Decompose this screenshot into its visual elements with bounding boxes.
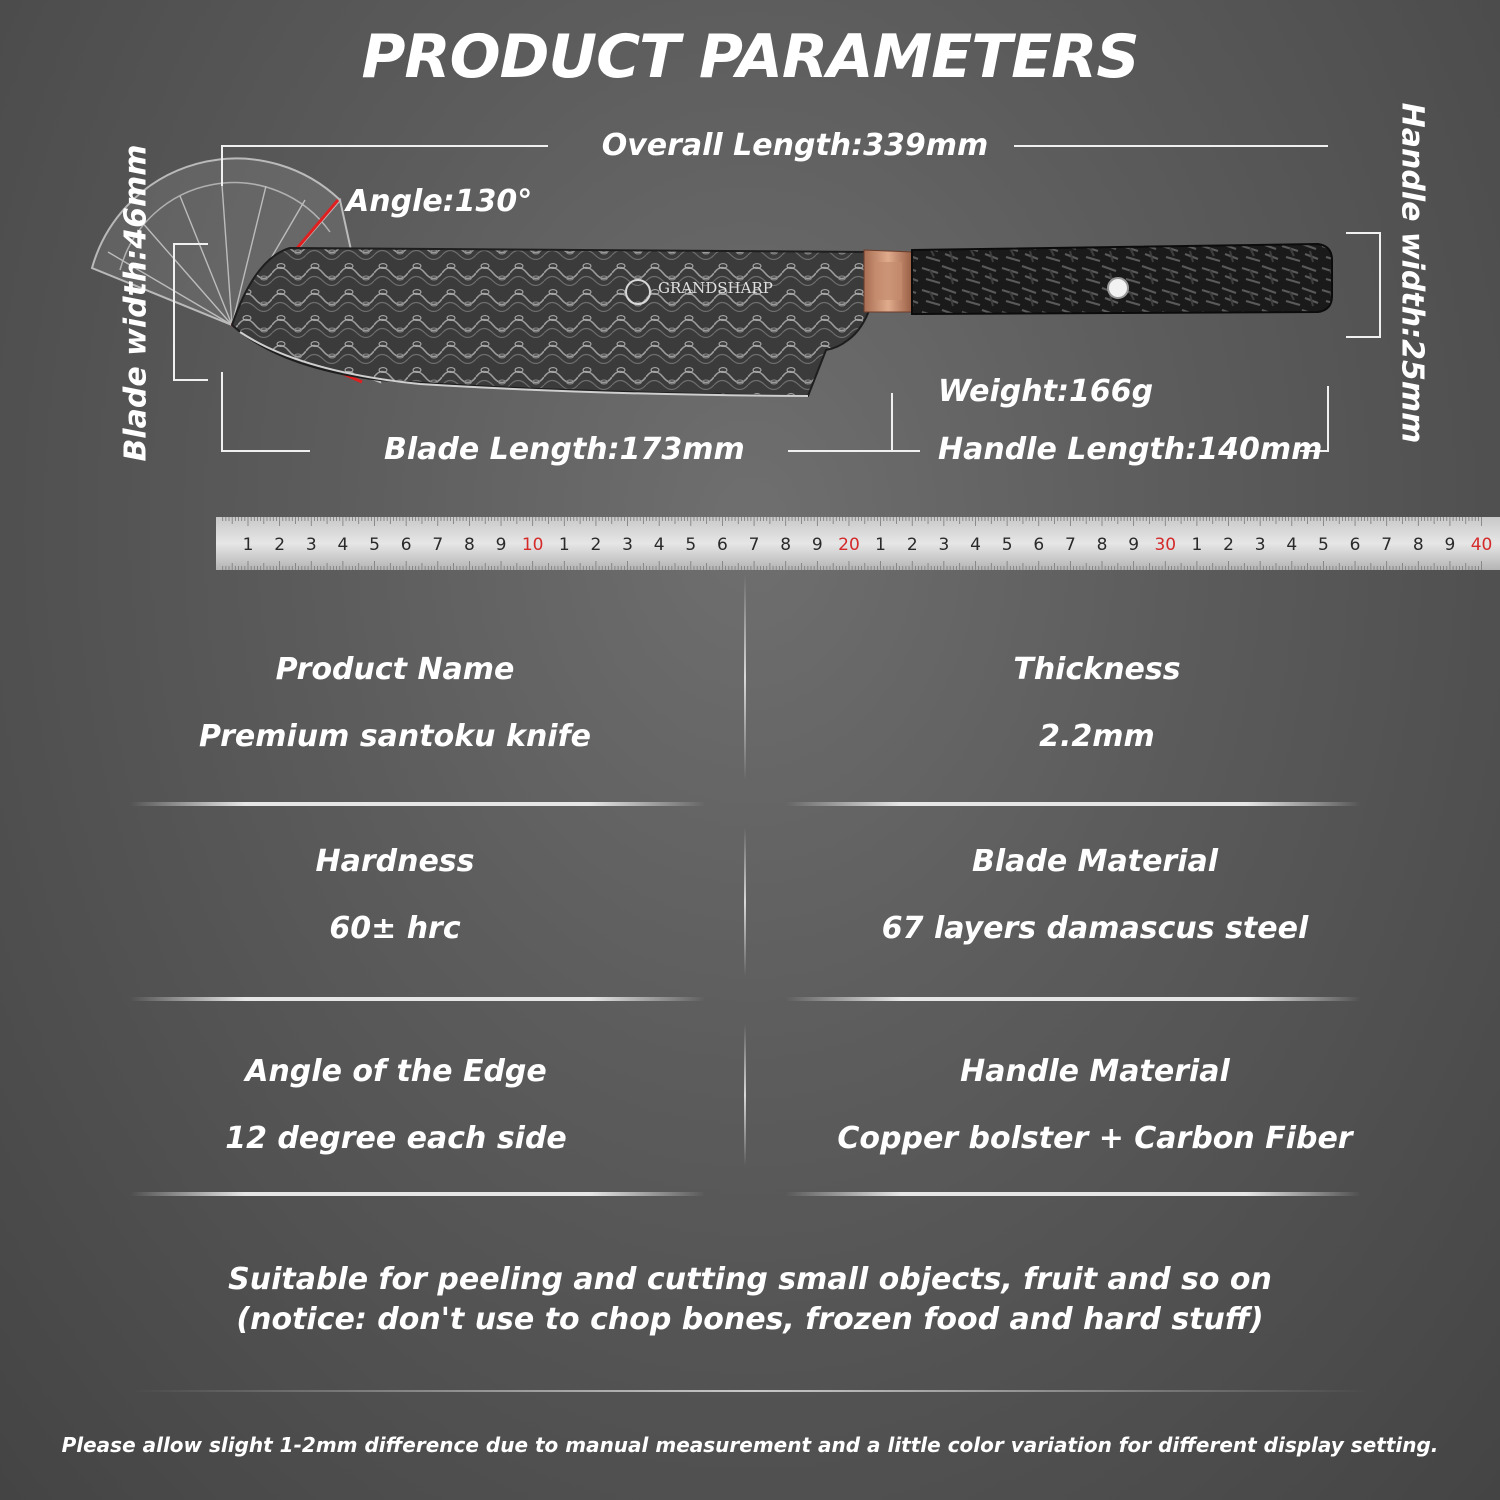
ruler-label: 5 [369, 535, 380, 555]
spec-label: Blade Material [971, 844, 1219, 879]
blade-width-label: Blade width:46mm [118, 144, 154, 462]
ruler-label: 2 [590, 535, 602, 555]
spec-value: 67 layers damascus steel [881, 911, 1309, 946]
brand-mark: GRANDSHARP [658, 279, 773, 297]
row-divider [130, 997, 705, 1001]
ruler-label: 9 [495, 535, 507, 555]
ruler-label: 7 [1381, 535, 1393, 555]
ruler-label: 7 [432, 535, 444, 555]
row-divider [786, 1192, 1361, 1196]
ruler-label: 8 [463, 535, 475, 555]
ruler-label: 3 [1254, 535, 1266, 555]
ruler-label: 30 [1154, 535, 1177, 555]
spec-label: Thickness [1013, 652, 1181, 687]
usage-note [0, 1260, 1500, 1340]
ruler-label: 9 [1128, 535, 1140, 555]
ruler-label: 4 [1286, 535, 1298, 555]
knife-diagram [0, 0, 1500, 500]
ruler-label: 1 [1191, 535, 1203, 555]
spec-value: 60± hrc [329, 911, 461, 946]
usage-line-1: Suitable for peeling and cutting small objects, fruit and so on [228, 1262, 1272, 1297]
handle-width-label: Handle width:25mm [1394, 102, 1430, 444]
ruler-label: 5 [1001, 535, 1013, 555]
bolster-facet [874, 262, 902, 300]
ruler-label: 5 [685, 535, 697, 555]
spec-label: Angle of the Edge [245, 1054, 547, 1089]
row-divider [786, 997, 1361, 1001]
spec-value: 2.2mm [1039, 719, 1155, 754]
spec-label: Handle Material [960, 1054, 1230, 1089]
ruler-label: 40 [1470, 535, 1493, 555]
ruler-label: 2 [1223, 535, 1234, 555]
ruler-label: 8 [780, 535, 792, 555]
ruler-label: 2 [274, 535, 286, 555]
row-divider [130, 802, 705, 806]
spec-label: Product Name [275, 652, 515, 687]
ruler-label: 3 [938, 535, 950, 555]
ruler-label: 7 [1064, 535, 1076, 555]
blade [232, 248, 870, 396]
ruler-label: 8 [1096, 535, 1108, 555]
ruler-label: 2 [906, 535, 918, 555]
ruler-label: 6 [400, 535, 412, 555]
ruler-label: 6 [1033, 535, 1045, 555]
ruler-label: 1 [558, 535, 570, 555]
ruler-label: 4 [970, 535, 981, 555]
ruler-label: 8 [1412, 535, 1424, 555]
ruler-label: 3 [305, 535, 317, 555]
overall-length-label: Overall Length:339mm [601, 128, 989, 163]
ruler-label: 5 [1318, 535, 1329, 555]
usage-line-2: (notice: don't use to chop bones, frozen food and hard stuff) [236, 1302, 1264, 1337]
bottom-divider [130, 1390, 1370, 1392]
spec-label: Hardness [315, 844, 475, 879]
ruler-label: 3 [622, 535, 633, 555]
row-divider [130, 1192, 705, 1196]
ruler-label: 9 [1444, 535, 1456, 555]
ruler-label: 20 [838, 535, 860, 555]
ruler-label: 6 [717, 535, 728, 555]
ruler-label: 10 [521, 535, 544, 555]
angle-label: Angle:130° [346, 184, 533, 219]
measuring-ruler [216, 517, 1500, 570]
blade-length-label: Blade Length:173mm [384, 432, 745, 467]
ruler-label: 1 [875, 535, 887, 555]
ruler-label: 6 [1349, 535, 1361, 555]
disclaimer: Please allow slight 1-2mm difference due to manual measurement and a little color variation for different display setting. [61, 1433, 1439, 1457]
ruler-label: 9 [811, 535, 823, 555]
ruler-label: 1 [242, 535, 254, 555]
page-title: PRODUCT PARAMETERS [361, 22, 1139, 92]
spec-value: Premium santoku knife [199, 719, 591, 754]
ruler-label: 4 [653, 535, 665, 555]
weight-label: Weight:166g [938, 374, 1154, 409]
ruler-label: 4 [337, 535, 349, 555]
handle-rivet-icon [1108, 278, 1128, 298]
ruler-label: 7 [748, 535, 760, 555]
handle-length-label: Handle Length:140mm [938, 432, 1323, 467]
row-divider [786, 802, 1361, 806]
spec-value: 12 degree each side [225, 1121, 567, 1156]
spec-value: Copper bolster + Carbon Fiber [837, 1121, 1353, 1156]
